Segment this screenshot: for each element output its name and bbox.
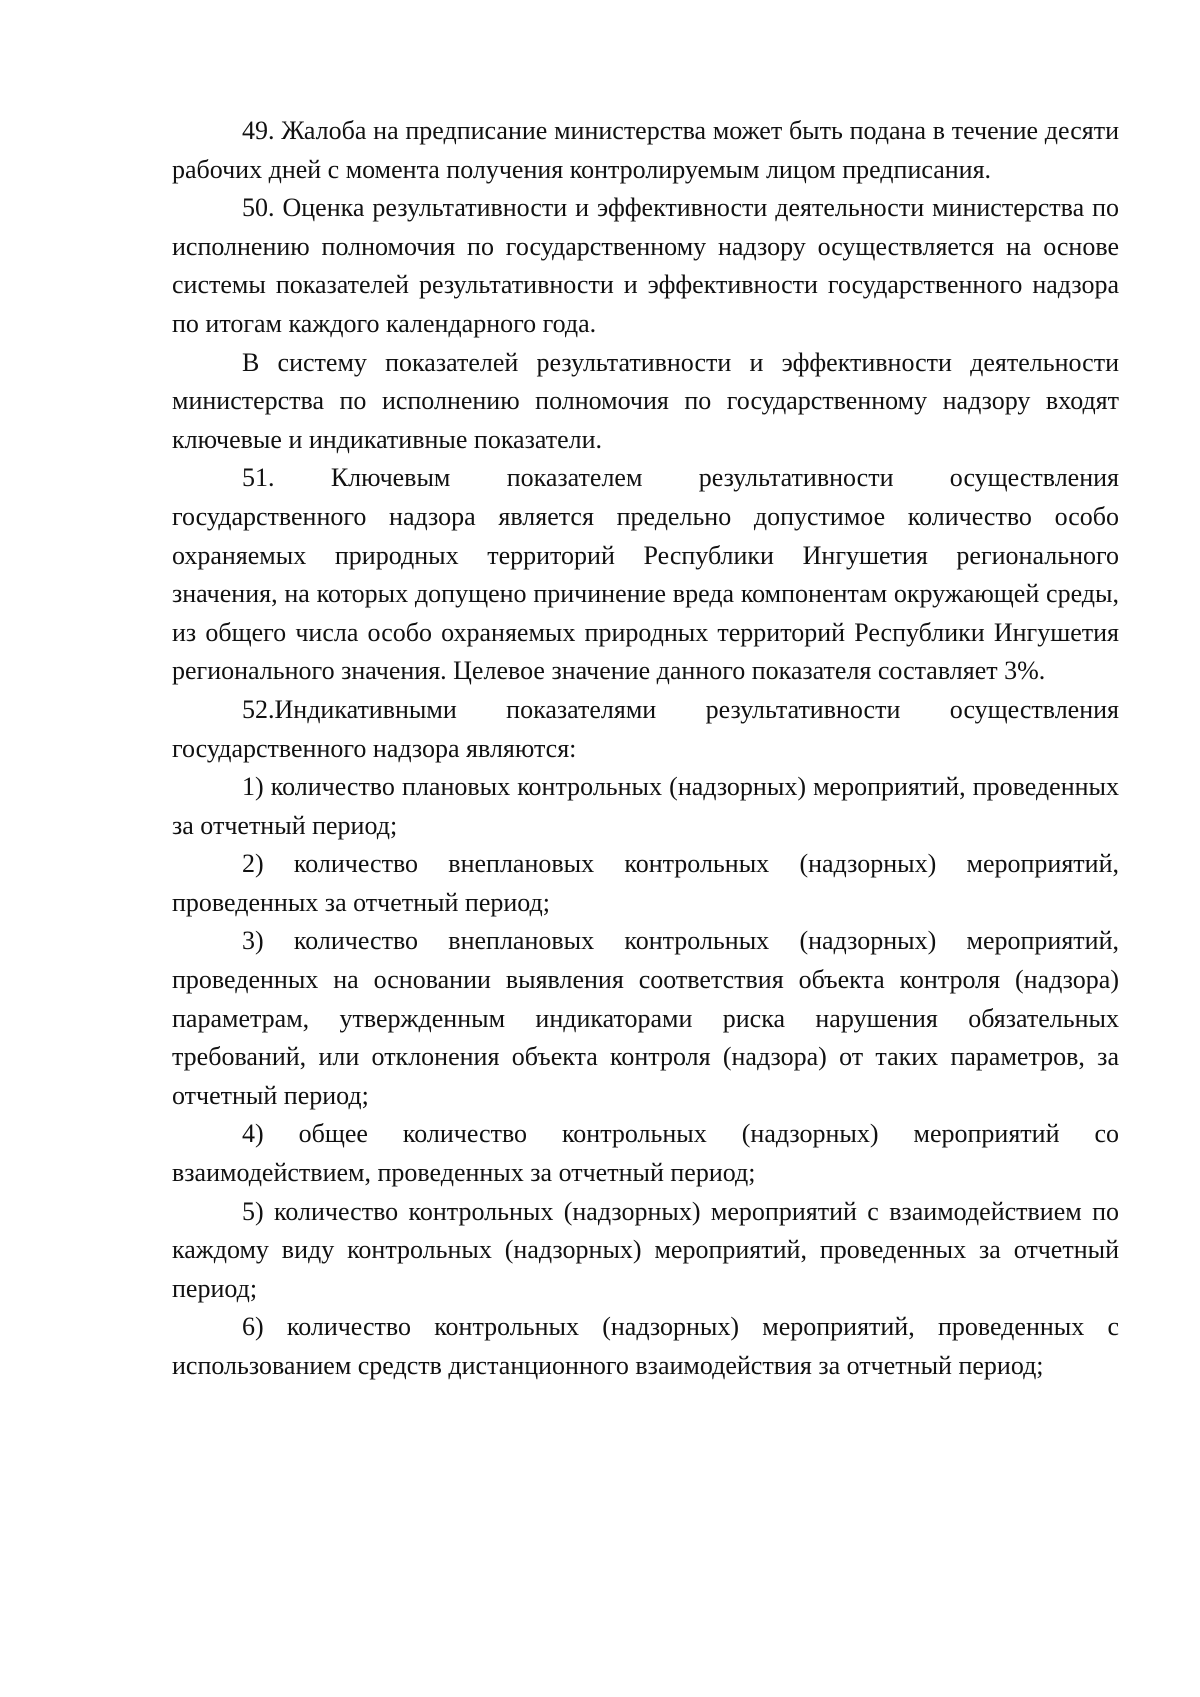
list-item-1: 1) количество плановых контрольных (надзорных) мероприятий, проведенных за отчетный период; xyxy=(172,772,1119,840)
paragraph-49: 49. Жалоба на предписание министерства может быть подана в течение десяти рабочих дней с момента получения контролируемым лицом предписания. xyxy=(172,116,1119,184)
document-page xyxy=(172,112,1119,1386)
list-item-2: 2) количество внеплановых контрольных (надзорных) мероприятий, проведенных за отчетный период; xyxy=(172,849,1119,917)
list-item-6: 6) количество контрольных (надзорных) мероприятий, проведенных с использованием средств дистанционного взаимодействия за отчетный период; xyxy=(172,1312,1119,1380)
list-item-4: 4) общее количество контрольных (надзорных) мероприятий со взаимодействием, проведенных за отчетный период; xyxy=(172,1119,1119,1188)
paragraph-50-indicators: В систему показателей результативности и эффективности деятельности министерства по исполнению полномочия по государственному надзору входят ключевые и индикативные показатели. xyxy=(172,347,1119,454)
paragraph-51: 51. Ключевым показателем результативности осуществления государственного надзора является предельно допустимое количество особо охраняемых природных территорий Республики Ингушетия регионального значения, на которых допущено причинение вреда компонентам окружающей среды, из общего числа особо охраняемых природных территорий Республики Ингушетия регионального значения. Целевое значение данного показателя составляет 3%. xyxy=(172,463,1119,686)
paragraph-50: 50. Оценка результативности и эффективности деятельности министерства по исполнению полномочия по государственному надзору осуществляется на основе системы показателей результативности и эффективности государственного надзора по итогам каждого календарного года. xyxy=(172,193,1119,338)
list-item-3: 3) количество внеплановых контрольных (надзорных) мероприятий, проведенных на основании выявления соответствия объекта контроля (надзора) параметрам, утвержденным индикаторами риска нарушения обязательных требований, или отклонения объекта контроля (надзора) от таких параметров, за отчетный период; xyxy=(172,926,1119,1110)
list-item-5: 5) количество контрольных (надзорных) мероприятий с взаимодействием по каждому виду контрольных (надзорных) мероприятий, проведенных за отчетный период; xyxy=(172,1196,1119,1303)
paragraph-52: 52.Индикативными показателями результативности осуществления государственного надзора являются: xyxy=(172,694,1119,763)
